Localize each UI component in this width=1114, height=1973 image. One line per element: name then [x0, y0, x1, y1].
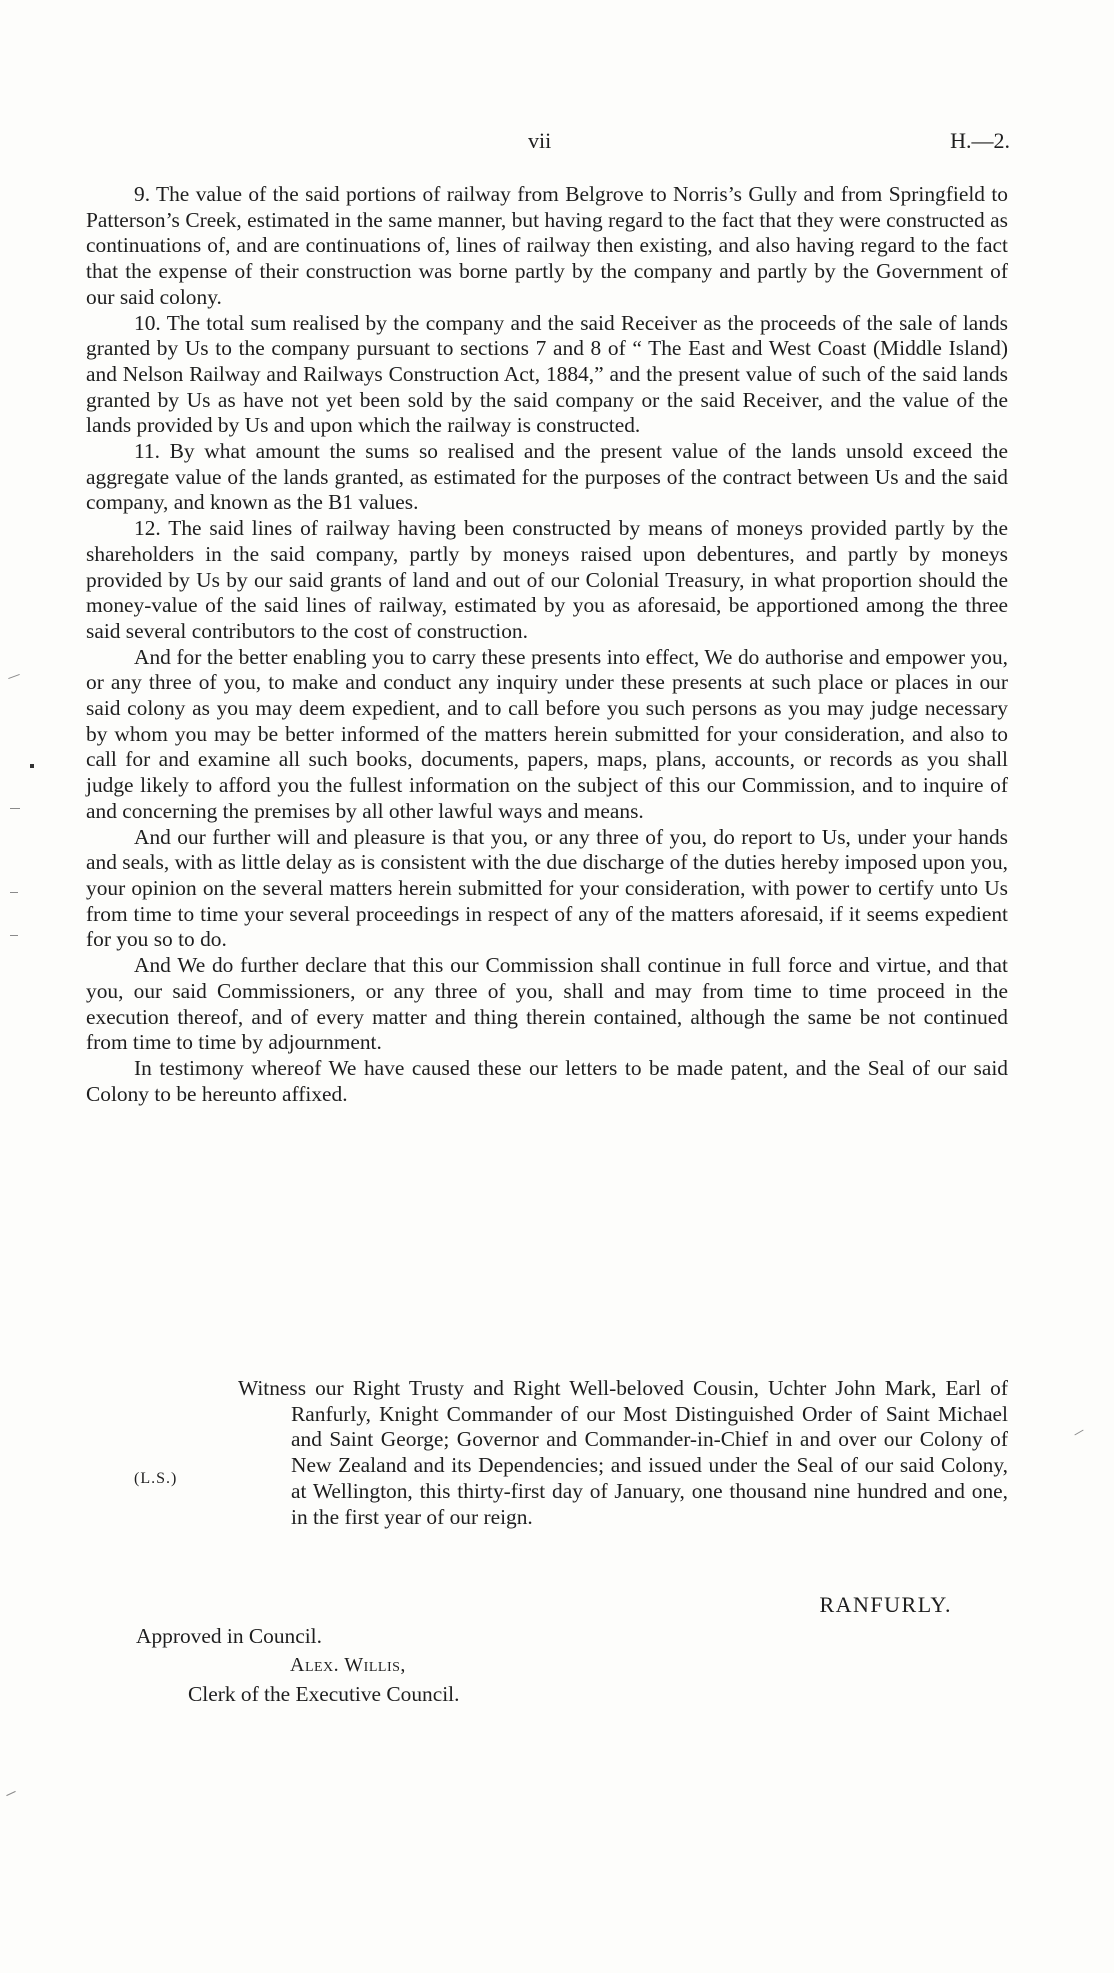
clerk-title: Clerk of the Executive Council.: [188, 1682, 460, 1706]
page-header: [0, 128, 1114, 158]
document-reference: H.—2.: [950, 128, 1010, 153]
margin-scan-mark: [8, 674, 20, 679]
margin-scan-mark: [30, 764, 34, 768]
seal-mark: (L.S.): [134, 1470, 178, 1487]
approval-note: Approved in Council.: [136, 1624, 322, 1648]
page-number: vii: [528, 128, 552, 153]
paragraph-testimony: In testimony whereof We have caused these our letters to be made patent, and the Seal of our said Colony to be hereunto affixed.: [86, 1055, 1008, 1106]
paragraph-report: And our further will and pleasure is that you, or any three of you, do report to Us, under your hands and seals, with as little delay as is consistent with the due discharge of the duties hereby imposed upon you, your opinion on the several matters herein submitted for your consideration, with power to certify unto Us from time to time your several proceedings in respect of any of the matters aforesaid, if it seems expedient for you so to do.: [86, 824, 1008, 952]
paragraph-10: 10. The total sum realised by the company and the said Receiver as the proceeds of the sale of lands granted by Us to the company pursuant to sections 7 and 8 of “ The East and West Coast (Middle Island) and Nelson Railway and Railways Construction Act, 1884,” and the present value of such of the said lands granted by Us as have not yet been sold by the said company or the said Receiver, and the value of the lands provided by Us and upon which the railway is constructed.: [86, 310, 1008, 438]
margin-scan-mark: [10, 935, 18, 936]
margin-scan-mark: [10, 892, 18, 893]
witness-clause: Witness our Right Trusty and Right Well-beloved Cousin, Uchter John Mark, Earl of Ranfurly, Knight Commander of our Most Distinguished Order of Saint Michael and Saint George; Governor and Commander-in-Chief in and over our Colony of New Zealand and its Dependencies; and issued under the Seal of our said Colony, at Wellington, this thirty-first day of January, one thousand nine hundred and one, in the first year of our reign.: [238, 1376, 1008, 1529]
margin-scan-mark: [1074, 1430, 1083, 1436]
paragraph-authorisation: And for the better enabling you to carry these presents into effect, We do authorise and empower you, or any three of you, to make and conduct any inquiry under these presents at such place or places in our said colony as you may deem expedient, and to call before you such persons as you may judge necessary by whom you may be better informed of the matters herein submitted for your consideration, and also to call for and examine all such books, documents, papers, maps, plans, accounts, or records as you shall judge likely to afford you the fullest information on the subject of this our Commission, and to inquire of and concerning the premises by all other lawful ways and means.: [86, 644, 1008, 823]
governor-signature: RANFURLY.: [819, 1592, 952, 1617]
paragraph-11: 11. By what amount the sums so realised and the present value of the lands unsold exceed the aggregate value of the lands granted, as estimated for the purposes of the contract between Us and the said company, and known as the B1 values.: [86, 439, 1008, 515]
margin-scan-mark: [10, 808, 20, 809]
clerk-name: Alex. Willis,: [290, 1654, 406, 1676]
margin-scan-mark: [6, 1791, 15, 1796]
paragraph-9: 9. The value of the said portions of railway from Belgrove to Norris’s Gully and from Springfield to Patterson’s Creek, estimated in the same manner, but having regard to the fact that they were constructed as continuations of, and are continuations of, lines of railway then existing, and also having regard to the fact that the expense of their construction was borne partly by the company and partly by the Government of our said colony.: [86, 182, 1008, 309]
paragraph-continuance: And We do further declare that this our Commission shall continue in full force and virtue, and that you, our said Commissioners, or any three of you, shall and may from time to time proceed in the execution thereof, and of every matter and thing therein contained, although the same be not continued from time to time by adjournment.: [86, 953, 1008, 1055]
commission-body: [86, 182, 1008, 1107]
paragraph-12: 12. The said lines of railway having been constructed by means of moneys provided partly by the shareholders in the said company, partly by moneys raised upon debentures, and partly by moneys provided by Us by our said grants of land and out of our Colonial Treasury, in what proportion should the money-value of the said lines of railway, estimated by you as aforesaid, be apportioned among the three said several contributors to the cost of construction.: [86, 516, 1008, 643]
